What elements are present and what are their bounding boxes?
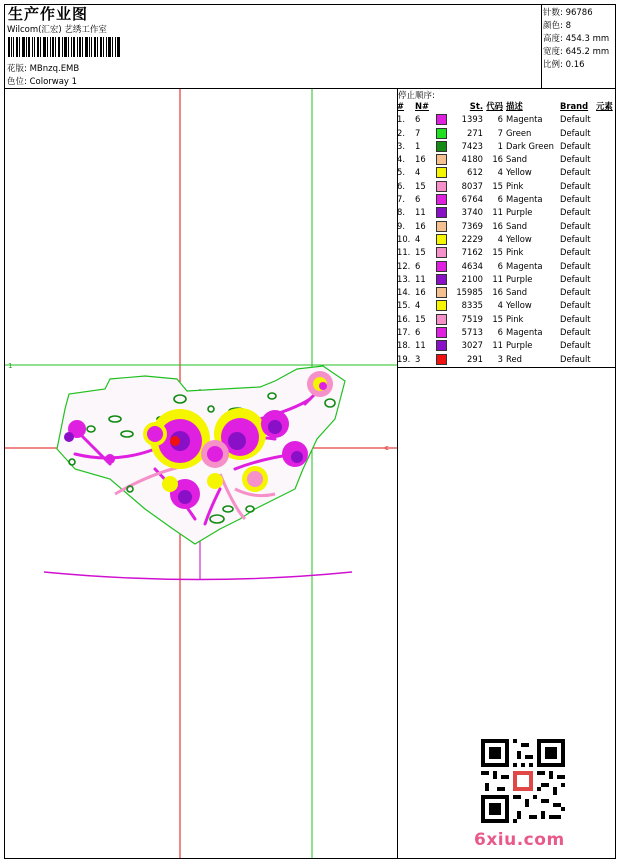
sequence-row (397, 273, 620, 286)
row-element (596, 299, 620, 312)
col-stitches: St. (469, 101, 483, 111)
row-swatch (433, 286, 453, 299)
row-swatch (433, 260, 453, 273)
row-stitches: 3027 (461, 340, 483, 351)
row-element (596, 166, 620, 179)
row-brand: Default (560, 114, 591, 125)
row-needle: 1 (415, 140, 421, 151)
row-code: 16 (492, 220, 503, 231)
row-description: Sand (506, 287, 528, 298)
row-description: Red (506, 353, 522, 364)
color-swatch (436, 314, 447, 325)
color-swatch (436, 274, 447, 285)
row-swatch (433, 180, 453, 193)
row-stitches: 612 (467, 167, 483, 178)
row-element (596, 353, 620, 366)
row-needle: 4 (415, 167, 421, 178)
row-brand: Default (560, 127, 591, 138)
row-element (596, 260, 620, 273)
row-element (596, 286, 620, 299)
row-needle: 4 (415, 300, 421, 311)
sequence-row (397, 286, 620, 299)
color-swatch (436, 300, 447, 311)
row-index: 14. (397, 287, 411, 298)
row-stitches: 7423 (461, 140, 483, 151)
sequence-row (397, 140, 620, 153)
row-needle: 11 (415, 340, 426, 351)
design-file (7, 62, 79, 74)
col-swatch (433, 100, 453, 113)
row-needle: 16 (415, 154, 426, 165)
row-index: 12. (397, 260, 411, 271)
row-brand: Default (560, 194, 591, 205)
row-index: 1. (397, 114, 405, 125)
row-brand: Default (560, 287, 591, 298)
frame-top (4, 4, 616, 5)
row-index: 18. (397, 340, 411, 351)
row-code: 6 (497, 194, 503, 205)
color-swatch (436, 154, 447, 165)
row-swatch (433, 220, 453, 233)
sequence-row (397, 246, 620, 259)
row-element (596, 206, 620, 219)
stat-scale-label: 比例: (543, 60, 563, 70)
svg-text:1: 1 (8, 362, 13, 370)
row-needle: 11 (415, 207, 426, 218)
row-description: Green (506, 127, 532, 138)
row-needle: 4 (415, 233, 421, 244)
row-code: 6 (497, 114, 503, 125)
row-description: Pink (506, 313, 524, 324)
color-swatch (436, 221, 447, 232)
row-description: Purple (506, 207, 533, 218)
sequence-row (397, 153, 620, 166)
col-description: 描述 (506, 101, 523, 111)
row-code: 15 (492, 313, 503, 324)
row-brand: Default (560, 340, 591, 351)
row-description: Magenta (506, 260, 543, 271)
row-element (596, 113, 620, 126)
row-stitches: 1393 (461, 114, 483, 125)
row-element (596, 339, 620, 352)
row-code: 15 (492, 180, 503, 191)
row-stitches: 5713 (461, 327, 483, 338)
sequence-row (397, 299, 620, 312)
sequence-row (397, 313, 620, 326)
row-swatch (433, 339, 453, 352)
row-element (596, 233, 620, 246)
color-swatch (436, 247, 447, 258)
row-needle: 11 (415, 273, 426, 284)
sequence-heading: 停止顺序: (398, 91, 435, 101)
sequence-divider (397, 367, 616, 368)
stat-stitches-label: 针数: (543, 8, 563, 18)
color-sequence-table (397, 100, 620, 366)
row-description: Purple (506, 273, 533, 284)
row-needle: 6 (415, 327, 421, 338)
row-brand: Default (560, 327, 591, 338)
row-code: 4 (497, 167, 503, 178)
row-description: Magenta (506, 114, 543, 125)
row-swatch (433, 246, 453, 259)
row-code: 1 (497, 140, 503, 151)
site-watermark: 6xiu.com (474, 830, 565, 850)
row-stitches: 4180 (461, 154, 483, 165)
row-index: 17. (397, 327, 411, 338)
row-description: Sand (506, 220, 528, 231)
row-index: 7. (397, 194, 405, 205)
barcode (8, 37, 120, 57)
row-brand: Default (560, 207, 591, 218)
row-brand: Default (560, 167, 591, 178)
row-brand: Default (560, 233, 591, 244)
colorway (7, 75, 77, 87)
color-swatch (436, 354, 447, 365)
row-code: 16 (492, 154, 503, 165)
design-preview (5, 89, 397, 858)
color-swatch (436, 261, 447, 272)
row-swatch (433, 140, 453, 153)
col-code: 代码 (486, 101, 503, 111)
row-element (596, 220, 620, 233)
row-needle: 6 (415, 114, 421, 125)
frame-bottom (4, 858, 616, 859)
stats-divider (541, 4, 542, 88)
row-brand: Default (560, 353, 591, 364)
row-element (596, 273, 620, 286)
page-title: 生产作业图 (8, 5, 89, 23)
row-swatch (433, 153, 453, 166)
row-stitches: 15985 (456, 287, 483, 298)
row-code: 11 (492, 273, 503, 284)
row-index: 13. (397, 273, 411, 284)
col-index: # (397, 101, 405, 111)
row-description: Yellow (506, 300, 532, 311)
svg-text:c: c (385, 444, 389, 452)
row-code: 11 (492, 207, 503, 218)
stat-width-value: 645.2 mm (565, 47, 610, 57)
sequence-row (397, 353, 620, 366)
colorway-value: Colorway 1 (29, 77, 78, 87)
color-swatch (436, 167, 447, 178)
stat-stitches (543, 6, 593, 18)
row-code: 11 (492, 340, 503, 351)
row-brand: Default (560, 154, 591, 165)
stat-width (543, 45, 609, 57)
row-index: 4. (397, 154, 405, 165)
row-index: 11. (397, 247, 411, 258)
row-stitches: 3740 (461, 207, 483, 218)
row-stitches: 7162 (461, 247, 483, 258)
row-stitches: 271 (467, 127, 483, 138)
row-index: 5. (397, 167, 405, 178)
row-description: Purple (506, 340, 533, 351)
row-element (596, 313, 620, 326)
row-swatch (433, 299, 453, 312)
row-code: 15 (492, 247, 503, 258)
row-code: 3 (497, 353, 503, 364)
row-needle: 16 (415, 287, 426, 298)
sequence-row (397, 220, 620, 233)
row-swatch (433, 313, 453, 326)
row-needle: 7 (415, 127, 421, 138)
stat-height-value: 454.3 mm (565, 34, 610, 44)
row-brand: Default (560, 260, 591, 271)
col-needle: N# (415, 101, 430, 111)
row-index: 15. (397, 300, 411, 311)
row-needle: 15 (415, 313, 426, 324)
stat-colors-label: 颜色: (543, 21, 563, 31)
row-brand: Default (560, 180, 591, 191)
row-description: Magenta (506, 194, 543, 205)
row-needle: 15 (415, 247, 426, 258)
stat-height-label: 高度: (543, 34, 563, 44)
sequence-row (397, 339, 620, 352)
row-brand: Default (560, 273, 591, 284)
row-description: Magenta (506, 327, 543, 338)
row-brand: Default (560, 300, 591, 311)
row-swatch (433, 193, 453, 206)
row-brand: Default (560, 220, 591, 231)
row-stitches: 8335 (461, 300, 483, 311)
row-index: 8. (397, 207, 405, 218)
row-description: Sand (506, 154, 528, 165)
qr-code-icon (481, 739, 565, 823)
sequence-row (397, 180, 620, 193)
row-stitches: 7519 (461, 313, 483, 324)
row-stitches: 6764 (461, 194, 483, 205)
color-swatch (436, 194, 447, 205)
row-swatch (433, 206, 453, 219)
color-swatch (436, 114, 447, 125)
row-swatch (433, 353, 453, 366)
stat-width-label: 宽度: (543, 47, 563, 57)
col-element: 元素 (596, 101, 613, 111)
row-swatch (433, 326, 453, 339)
design-value: MBnzq.EMB (29, 64, 80, 74)
row-code: 6 (497, 260, 503, 271)
row-brand: Default (560, 247, 591, 258)
row-stitches: 7369 (461, 220, 483, 231)
row-code: 7 (497, 127, 503, 138)
row-brand: Default (560, 313, 591, 324)
row-index: 9. (397, 220, 405, 231)
colorway-label: 色位: (7, 77, 27, 87)
row-element (596, 326, 620, 339)
stat-colors (543, 19, 571, 31)
row-description: Yellow (506, 233, 532, 244)
row-brand: Default (560, 140, 591, 151)
sequence-row (397, 260, 620, 273)
row-stitches: 291 (467, 353, 483, 364)
row-swatch (433, 233, 453, 246)
row-description: Pink (506, 180, 524, 191)
row-stitches: 2100 (461, 273, 483, 284)
row-index: 6. (397, 180, 405, 191)
row-needle: 15 (415, 180, 426, 191)
row-element (596, 180, 620, 193)
col-brand: Brand (560, 101, 589, 111)
color-swatch (436, 181, 447, 192)
color-swatch (436, 327, 447, 338)
row-index: 2. (397, 127, 405, 138)
stat-scale-value: 0.16 (565, 60, 585, 70)
color-swatch (436, 141, 447, 152)
sequence-row (397, 233, 620, 246)
row-needle: 16 (415, 220, 426, 231)
row-description: Yellow (506, 167, 532, 178)
row-stitches: 2229 (461, 233, 483, 244)
row-stitches: 8037 (461, 180, 483, 191)
stat-height (543, 32, 609, 44)
row-element (596, 193, 620, 206)
color-swatch (436, 340, 447, 351)
row-needle: 6 (415, 194, 421, 205)
row-element (596, 127, 620, 140)
row-index: 16. (397, 313, 411, 324)
color-swatch (436, 234, 447, 245)
sequence-row (397, 127, 620, 140)
row-index: 3. (397, 140, 405, 151)
stat-stitches-value: 96786 (565, 8, 593, 18)
row-code: 4 (497, 233, 503, 244)
row-description: Pink (506, 247, 524, 258)
sequence-row (397, 326, 620, 339)
row-stitches: 4634 (461, 260, 483, 271)
row-element (596, 153, 620, 166)
row-description: Dark Green (506, 140, 554, 151)
row-swatch (433, 127, 453, 140)
stat-scale (543, 58, 585, 70)
row-needle: 6 (415, 260, 421, 271)
row-element (596, 246, 620, 259)
color-swatch (436, 128, 447, 139)
design-label: 花版: (7, 64, 27, 74)
row-swatch (433, 166, 453, 179)
row-needle: 3 (415, 353, 421, 364)
sequence-row (397, 166, 620, 179)
row-swatch (433, 273, 453, 286)
row-code: 16 (492, 287, 503, 298)
sequence-row (397, 193, 620, 206)
color-swatch (436, 287, 447, 298)
row-code: 6 (497, 327, 503, 338)
row-element (596, 140, 620, 153)
row-index: 10. (397, 233, 411, 244)
color-swatch (436, 207, 447, 218)
studio-name: Wilcom(汇宏) 艺绣工作室 (7, 25, 107, 35)
sequence-header-row (397, 100, 620, 113)
base-arc (44, 572, 352, 580)
sequence-row (397, 113, 620, 126)
stat-colors-value: 8 (565, 21, 571, 31)
row-code: 4 (497, 300, 503, 311)
sequence-row (397, 206, 620, 219)
row-index: 19. (397, 353, 411, 364)
row-swatch (433, 113, 453, 126)
